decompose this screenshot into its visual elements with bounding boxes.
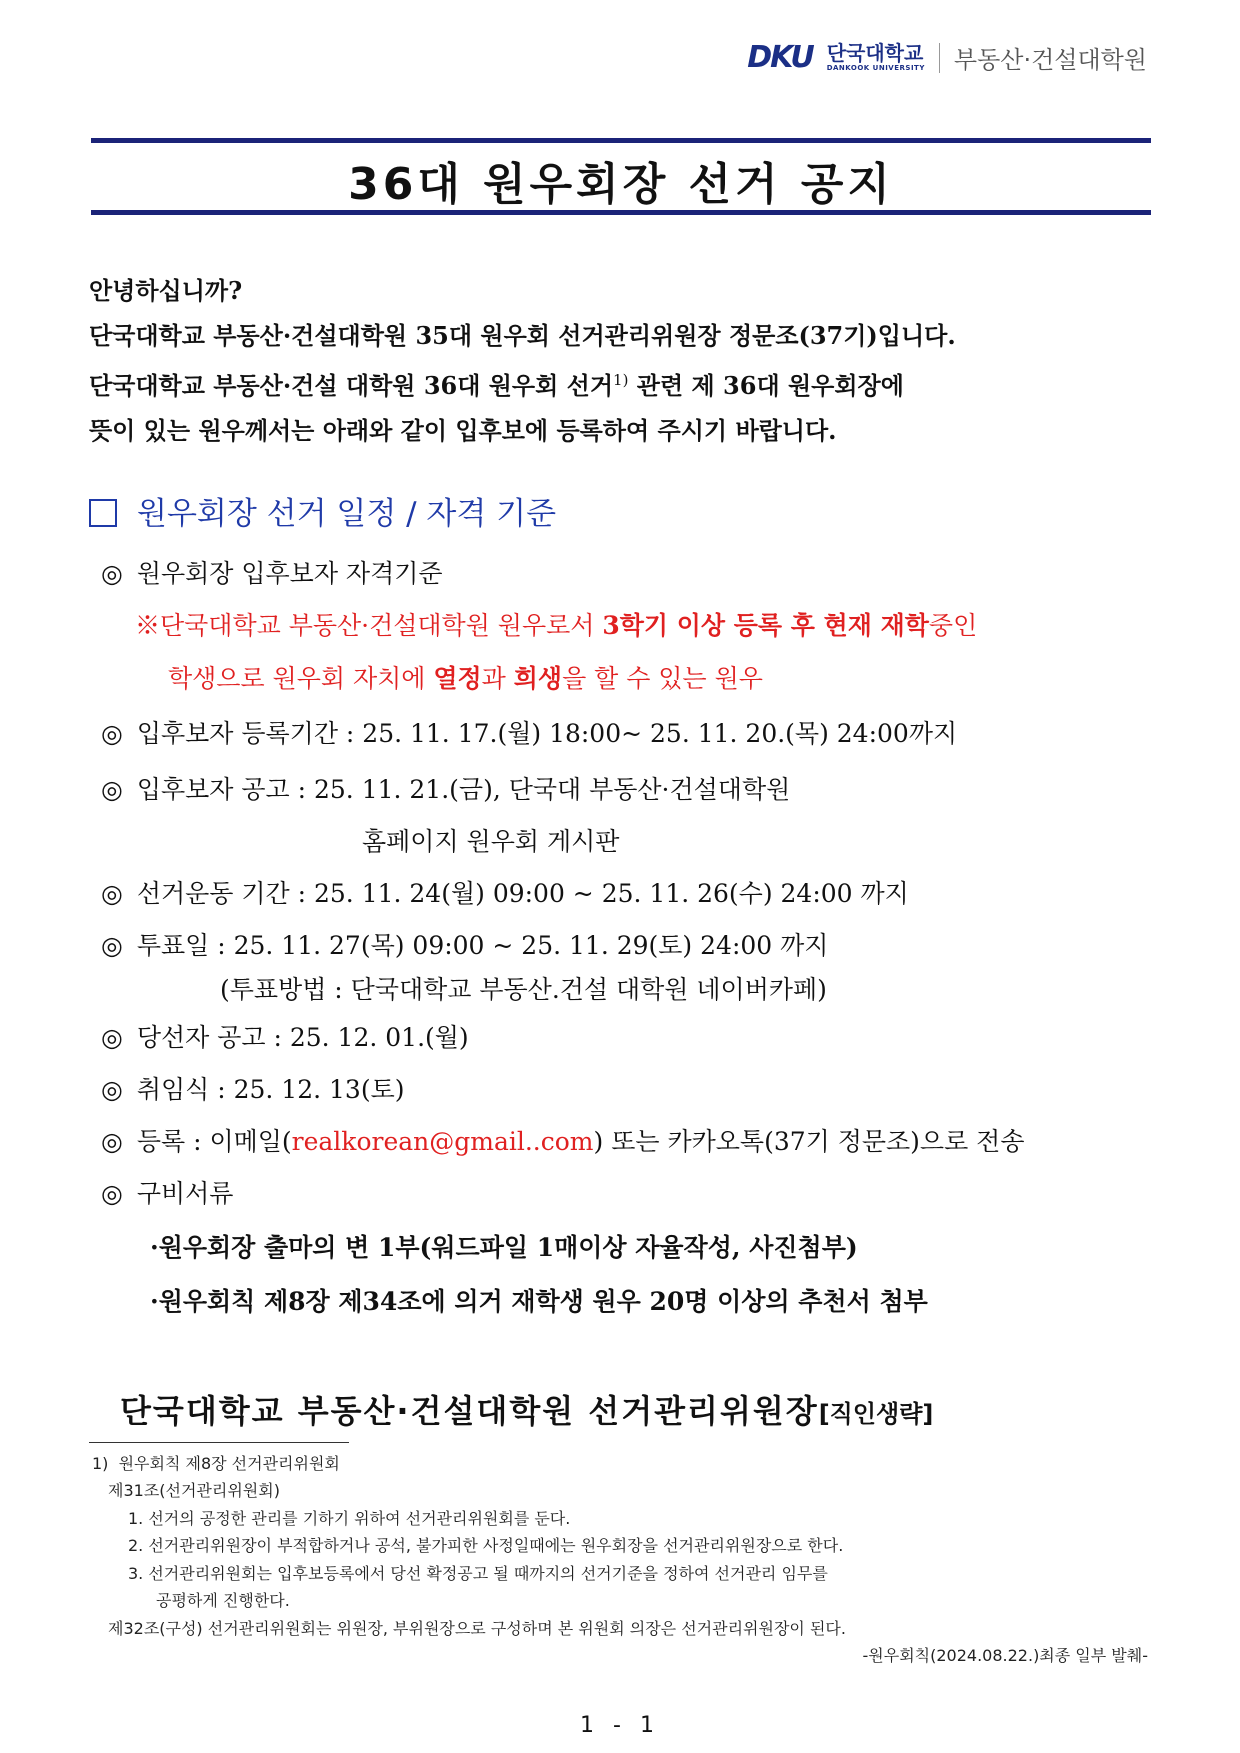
footnote-line-1: [92, 1451, 340, 1474]
page-number: 1 - 1: [580, 1713, 660, 1738]
bullet-circle-icon: ◎: [101, 719, 123, 748]
requirement-text-end: 중인: [928, 611, 978, 640]
header-logo: [747, 40, 1147, 75]
intro-line-4: 뜻이 있는 원우께서는 아래와 같이 입후보에 등록하여 주시기 바랍니다.: [89, 416, 837, 445]
title-bottom-rule: [91, 210, 1151, 215]
section-heading: [89, 488, 556, 533]
logo-divider: [939, 43, 940, 73]
document-2: ·원우회칙 제8장 제34조에 의거 재학생 원우 20명 이상의 추천서 첨부: [150, 1287, 928, 1316]
section-heading-text: 원우회장 선거 일정 / 자격 기준: [137, 496, 557, 532]
registration-method-item: [101, 1126, 1024, 1158]
requirement-text: 과: [481, 664, 514, 693]
footnote-line-3: 1. 선거의 공정한 관리를 기하기 위하여 선거관리위원회를 둔다.: [128, 1509, 571, 1528]
qualification-requirement-2: [168, 663, 763, 695]
intro-line-3: [89, 358, 956, 408]
footnote-line-7: 제32조(구성) 선거관리위원회는 위원장, 부위원장으로 구성하며 본 위원회 의장은 선거관리위원장이 된다.: [108, 1619, 846, 1638]
signature-text: 단국대학교 부동산·건설대학원 선거관리위원장: [120, 1392, 819, 1430]
announcement-text: 입후보자 공고 : 25. 11. 21.(금), 단국대 부동산·건설대학원: [136, 775, 791, 804]
qualification-requirement-1: [135, 610, 977, 642]
checkbox-icon: [89, 499, 117, 527]
title-top-rule: [91, 138, 1151, 143]
footnote-line-5: 3. 선거관리위원회는 입후보등록에서 당선 확정공고 될 때까지의 선거기준을 정하여 선거관리 임무를: [128, 1564, 828, 1583]
requirement-emphasis-passion: 열정: [433, 664, 482, 693]
intro-line-3-text-cont: 관련 제 36대 원우회장에: [628, 371, 904, 400]
intro-line-1: 안녕하십니까?: [89, 276, 243, 305]
campaign-period-text: 선거운동 기간 : 25. 11. 24(월) 09:00 ~ 25. 11. 26(수) 24:00 까지: [136, 879, 909, 908]
bullet-circle-icon: ◎: [101, 1127, 123, 1156]
registration-method-text: 등록 : 이메일(: [136, 1127, 292, 1156]
registration-period-item: [101, 718, 957, 750]
requirement-emphasis: 3학기 이상 등록 후 현재 재학: [602, 611, 929, 640]
voting-text: 투표일 : 25. 11. 27(목) 09:00 ~ 25. 11. 29(토) 24:00 까지: [136, 931, 829, 960]
requirement-text-end: 을 할 수 있는 원우: [562, 664, 763, 693]
bullet-circle-icon: ◎: [101, 879, 123, 908]
requirement-text: ※단국대학교 부동산·건설대학원 원우로서: [135, 611, 603, 640]
graduate-school-name: 부동산·건설대학원: [953, 46, 1147, 74]
intro-line-3-text: 단국대학교 부동산·건설 대학원 36대 원우회 선거: [89, 371, 614, 400]
qualification-label: 원우회장 입후보자 자격기준: [136, 559, 443, 588]
email-link[interactable]: realkorean@gmail..com: [291, 1127, 594, 1156]
footnote-rule: [89, 1442, 349, 1443]
requirement-emphasis-sacrifice: 희생: [513, 664, 563, 693]
footnote-line-2: 제31조(선거관리위원회): [108, 1481, 280, 1500]
requirement-text: 학생으로 원우회 자치에: [168, 664, 434, 693]
footnote-line-6: 공평하게 진행한다.: [156, 1591, 290, 1610]
inauguration-item: [101, 1074, 404, 1106]
documents-label: 구비서류: [136, 1179, 234, 1208]
university-name-english: DANKOOK UNIVERSITY: [826, 64, 925, 72]
intro-paragraph: [89, 268, 956, 453]
university-name-korean: 단국대학교: [826, 41, 924, 65]
bullet-circle-icon: ◎: [101, 1179, 123, 1208]
footnote-ref: 1): [613, 371, 629, 389]
qualification-item: [101, 558, 443, 590]
footnote-number: 1): [92, 1454, 109, 1473]
signature-line: [120, 1386, 933, 1432]
seal-omitted-note: [직인생략]: [818, 1400, 934, 1428]
registration-period-text: 입후보자 등록기간 : 25. 11. 17.(월) 18:00~ 25. 11. 20.(목) 24:00까지: [136, 719, 958, 748]
footnote-source: -원우회칙(2024.08.22.)최종 일부 발췌-: [862, 1646, 1148, 1665]
bullet-circle-icon: ◎: [101, 1075, 123, 1104]
voting-item: [101, 930, 828, 962]
university-name: [827, 43, 925, 72]
footnote-line-4: 2. 선거관리위원장이 부적합하거나 공석, 불가피한 사정일때에는 원우회장을 선거관리위원장으로 한다.: [128, 1536, 844, 1555]
announcement-continuation: 홈페이지 원우회 게시판: [362, 827, 620, 856]
bullet-circle-icon: ◎: [101, 559, 123, 588]
bullet-circle-icon: ◎: [101, 931, 123, 960]
campaign-period-item: [101, 878, 909, 910]
inauguration-text: 취임식 : 25. 12. 13(토): [136, 1075, 405, 1104]
voting-method: (투표방법 : 단국대학교 부동산.건설 대학원 네이버카페): [220, 975, 827, 1004]
page-title: 36대 원우회장 선거 공지: [348, 159, 894, 210]
dku-logo-mark: DKU: [747, 40, 813, 75]
documents-item: [101, 1178, 233, 1210]
bullet-circle-icon: ◎: [101, 1023, 123, 1052]
footnote-text: 원우회칙 제8장 선거관리위원회: [118, 1454, 340, 1473]
document-1: ·원우회장 출마의 변 1부(워드파일 1매이상 자율작성, 사진첨부): [150, 1233, 858, 1262]
registration-method-text-end: ) 또는 카카오톡(37기 정문조)으로 전송: [593, 1127, 1025, 1156]
announcement-item: [101, 774, 790, 806]
winner-announcement-item: [101, 1022, 469, 1054]
intro-line-2: 단국대학교 부동산·건설대학원 35대 원우회 선거관리위원장 정문조(37기)입니다.: [89, 321, 956, 350]
winner-announcement-text: 당선자 공고 : 25. 12. 01.(월): [136, 1023, 469, 1052]
bullet-circle-icon: ◎: [101, 775, 123, 804]
